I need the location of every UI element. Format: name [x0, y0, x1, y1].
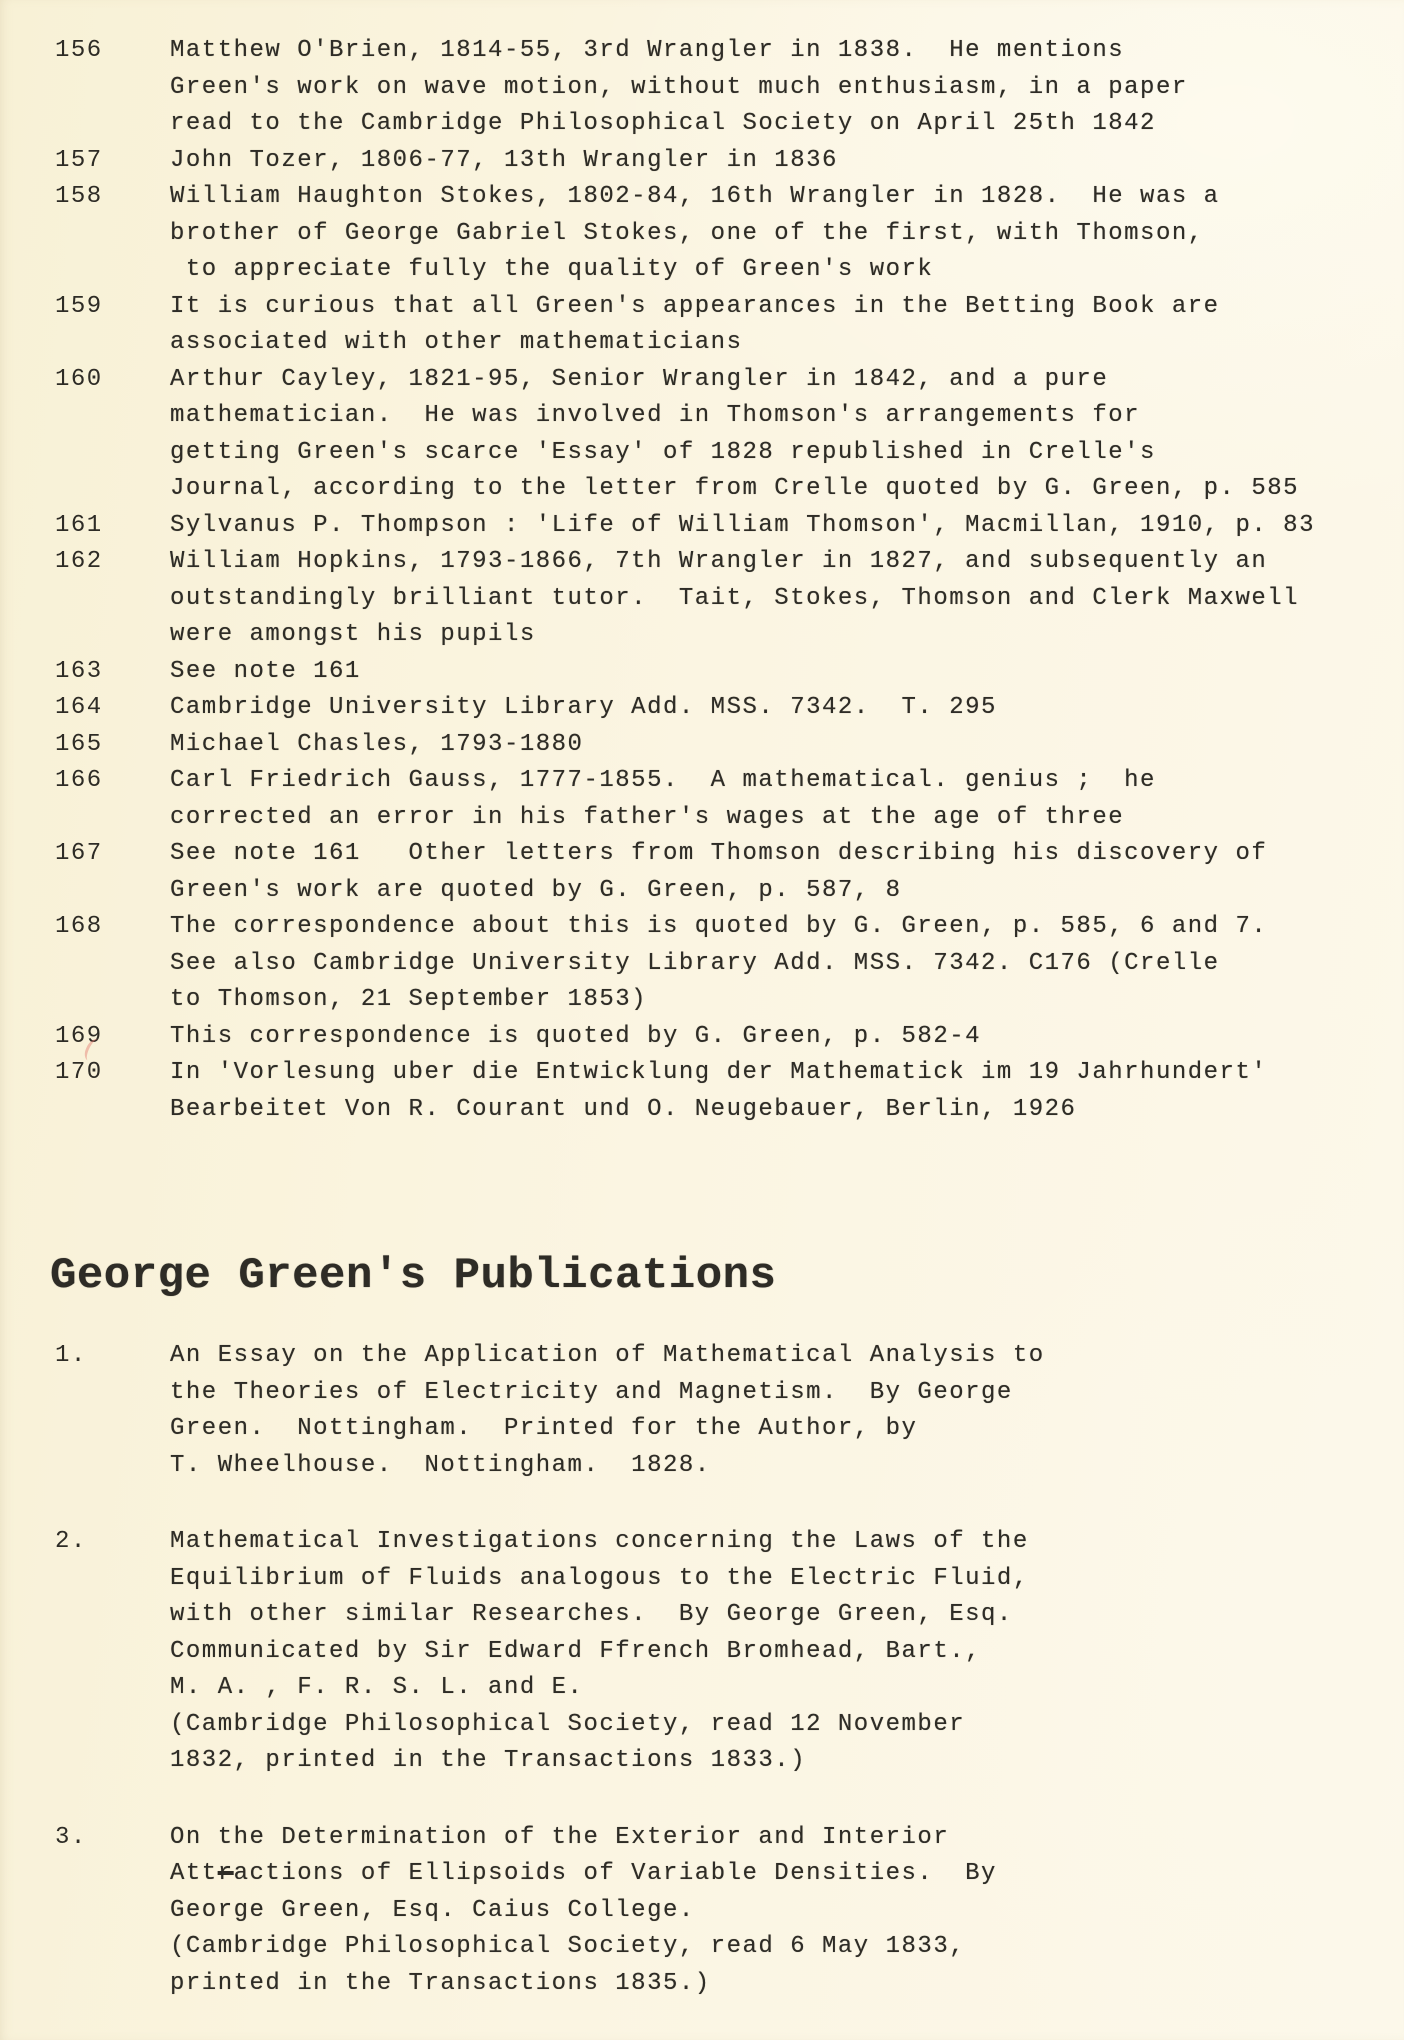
note-item-line: Matthew O'Brien, 1814-55, 3rd Wrangler in 1838. He mentions [170, 37, 1125, 64]
publication-item-text [170, 1338, 1404, 1484]
note-item [0, 33, 1404, 143]
note-item-line: Carl Friedrich Gauss, 1777-1855. A mathematical. genius ; he [170, 767, 1156, 794]
note-item-line: John Tozer, 1806-77, 13th Wrangler in 1836 [170, 146, 838, 174]
note-item [0, 690, 1404, 727]
note-item-line: outstandingly brilliant tutor. Tait, Stokes, Thomson and Clerk Maxwell [170, 584, 1300, 612]
publication-item-number: 1. [55, 1342, 87, 1369]
publication-item-line: printed in the Transactions 1835.) [170, 1969, 711, 1997]
note-item [0, 654, 1404, 691]
publication-item-number: 2. [55, 1528, 87, 1555]
note-item-line: This correspondence is quoted by G. Green, p. 582-4 [170, 1022, 982, 1050]
text-part: Att [170, 1860, 218, 1887]
publication-item-line: (Cambridge Philosophical Society, read 12 November [170, 1710, 966, 1738]
note-item-text [170, 836, 1404, 909]
note-item-line: Green's work are quoted by G. Green, p. 587, 8 [170, 876, 902, 904]
note-item-number: 170 [55, 1059, 103, 1086]
note-item-line: See note 161 Other letters from Thomson describing his discovery of [170, 840, 1268, 867]
note-item-number: 163 [55, 657, 103, 685]
note-item-line: Journal, according to the letter from Crelle quoted by G. Green, p. 585 [170, 475, 1300, 502]
note-item-line: Green's work on wave motion, without much enthusiasm, in a paper [170, 73, 1188, 101]
publication-item-text [170, 1820, 1404, 2003]
note-item-number: 166 [55, 767, 103, 794]
publication-item [0, 1820, 1404, 2003]
publication-item-line: An Essay on the Application of Mathematical Analysis to [170, 1342, 1045, 1369]
note-item-line: Arthur Cayley, 1821-95, Senior Wrangler in 1842, and a pure [170, 365, 1109, 393]
note-item-line: mathematician. He was involved in Thomson's arrangements for [170, 402, 1141, 429]
note-item-text [170, 909, 1404, 1019]
note-item-number: 159 [55, 292, 103, 320]
publication-item-line: Equilibrium of Fluids analogous to the Electric Fluid, [170, 1564, 1029, 1592]
note-item-text [170, 508, 1404, 545]
note-item-number: 165 [55, 730, 103, 758]
note-item-number: 167 [55, 840, 103, 867]
note-item-line: William Haughton Stokes, 1802-84, 16th Wrangler in 1828. He was a [170, 183, 1220, 210]
notes-section [0, 33, 1404, 1128]
publication-item [0, 1338, 1404, 1484]
note-item-line: See also Cambridge University Library Add. MSS. 7342. C176 (Crelle [170, 949, 1220, 977]
publication-item-line: On the Determination of the Exterior and Interior [170, 1823, 950, 1851]
note-item-line: brother of George Gabriel Stokes, one of the first, with Thomson, [170, 219, 1204, 247]
text-part: actions of Ellipsoids of Variable Densities. By [233, 1860, 997, 1887]
note-item-text [170, 1019, 1404, 1056]
note-item-number: 158 [55, 183, 103, 210]
note-item-line: Sylvanus P. Thompson : 'Life of William Thomson', Macmillan, 1910, p. 83 [170, 511, 1315, 539]
section-title: George Green's Publications [50, 1251, 777, 1301]
publication-item-line: T. Wheelhouse. Nottingham. 1828. [170, 1451, 711, 1479]
note-item-text [170, 654, 1404, 691]
note-item-text [170, 1055, 1404, 1128]
publication-item-line: 1832, printed in the Transactions 1833.) [170, 1747, 807, 1774]
note-item-number: 160 [55, 365, 103, 393]
note-item-text [170, 544, 1404, 654]
note-item [0, 143, 1404, 180]
note-item-line: associated with other mathematicians [170, 329, 743, 356]
note-item-number: 161 [55, 511, 103, 539]
publication-item-text [170, 1524, 1404, 1780]
note-item-number: 168 [55, 913, 103, 940]
note-item [0, 1055, 1404, 1128]
publication-item-line: Mathematical Investigations concerning the Laws of the [170, 1528, 1029, 1555]
note-item-line: Michael Chasles, 1793-1880 [170, 730, 584, 758]
note-item [0, 836, 1404, 909]
note-item [0, 544, 1404, 654]
note-item-number: 156 [55, 37, 103, 64]
note-item-line: It is curious that all Green's appearances in the Betting Book are [170, 292, 1220, 320]
note-item-line: were amongst his pupils [170, 621, 536, 648]
note-item-line: corrected an error in his father's wages at the age of three [170, 803, 1125, 831]
publications-section [0, 1338, 1404, 2002]
note-item-line: William Hopkins, 1793-1866, 7th Wrangler in 1827, and subsequently an [170, 548, 1268, 575]
note-item-text [170, 362, 1404, 508]
publication-item-line: Communicated by Sir Edward Ffrench Bromhead, Bart., [170, 1637, 982, 1665]
note-item-line: to appreciate fully the quality of Green's work [170, 256, 934, 283]
note-item-line: In 'Vorlesung uber die Entwicklung der Mathematick im 19 Jahrhundert' [170, 1059, 1268, 1086]
note-item-text [170, 179, 1404, 289]
note-item-text [170, 33, 1404, 143]
note-item [0, 763, 1404, 836]
note-item-line: The correspondence about this is quoted by G. Green, p. 585, 6 and 7. [170, 913, 1268, 940]
note-item-text [170, 690, 1404, 727]
publication-item-line: Green. Nottingham. Printed for the Author, by [170, 1415, 918, 1442]
note-item [0, 727, 1404, 764]
publication-item-line: M. A. , F. R. S. L. and E. [170, 1674, 584, 1701]
note-item-text [170, 763, 1404, 836]
note-item-line: See note 161 [170, 657, 361, 685]
note-item-line: Bearbeitet Von R. Courant und O. Neugebauer, Berlin, 1926 [170, 1095, 1077, 1123]
note-item-text [170, 143, 1404, 180]
publication-item-line: with other similar Researches. By George Green, Esq. [170, 1601, 1013, 1628]
note-item [0, 362, 1404, 508]
note-item-number: 157 [55, 146, 103, 174]
note-item [0, 179, 1404, 289]
note-item [0, 909, 1404, 1019]
note-item-line: Cambridge University Library Add. MSS. 7342. T. 295 [170, 694, 997, 721]
publication-item-line [170, 1856, 1404, 1893]
note-item [0, 508, 1404, 545]
note-item [0, 1019, 1404, 1056]
note-item-number: 162 [55, 548, 103, 575]
publication-item-line: (Cambridge Philosophical Society, read 6 May 1833, [170, 1933, 966, 1960]
note-item-text [170, 727, 1404, 764]
publication-item-number: 3. [55, 1823, 87, 1851]
note-item-number: 169 [55, 1022, 103, 1050]
publication-item-line: George Green, Esq. Caius College. [170, 1896, 695, 1924]
note-item-text [170, 289, 1404, 362]
publication-item [0, 1524, 1404, 1780]
note-item-line: getting Green's scarce 'Essay' of 1828 republished in Crelle's [170, 438, 1156, 466]
note-item-line: read to the Cambridge Philosophical Society on April 25th 1842 [170, 110, 1156, 137]
note-item-number: 164 [55, 694, 103, 721]
note-item [0, 289, 1404, 362]
overstrike-correction: r [217, 1860, 234, 1887]
note-item-line: to Thomson, 21 September 1853) [170, 986, 648, 1013]
publication-item-line: the Theories of Electricity and Magnetism. By George [170, 1378, 1013, 1406]
